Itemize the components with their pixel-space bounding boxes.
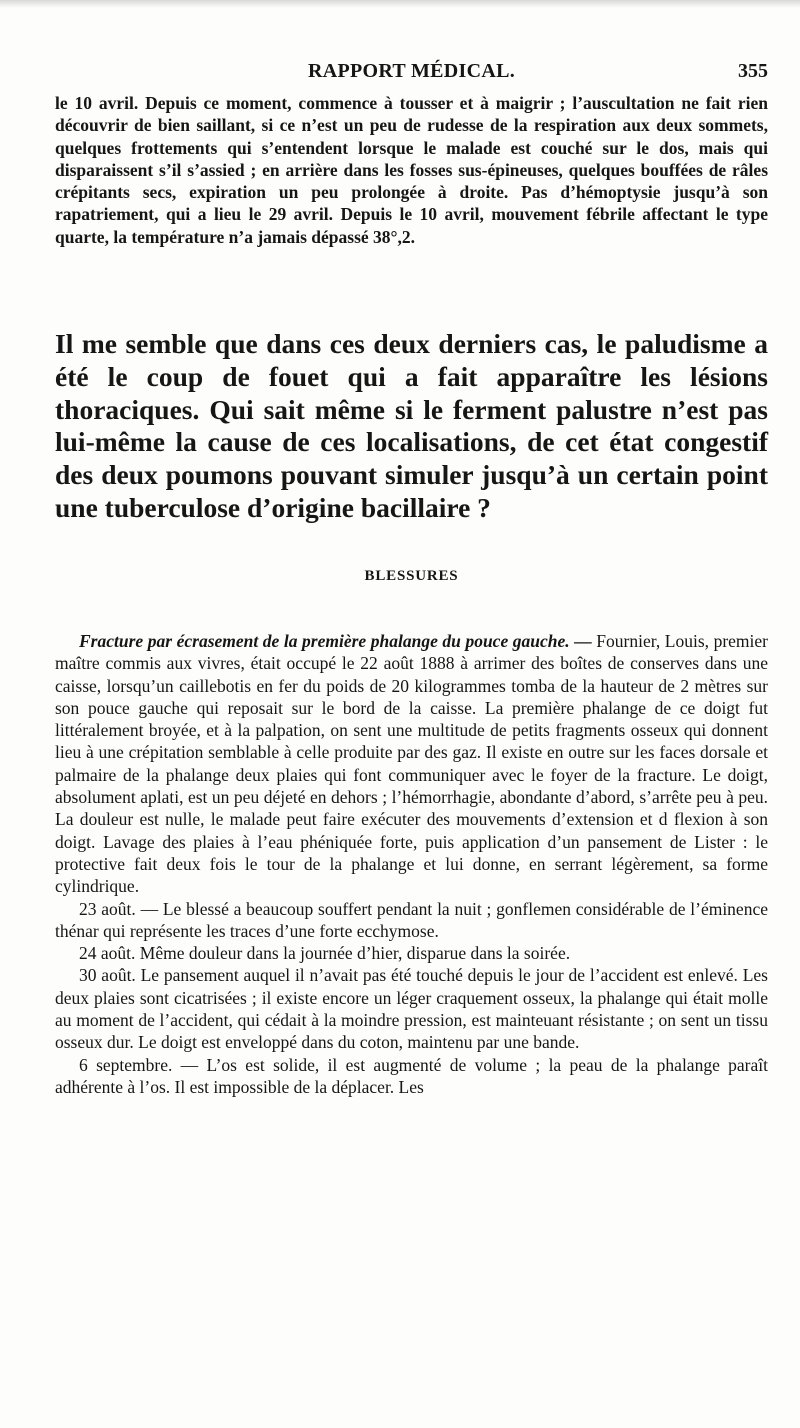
page-number: 355	[738, 60, 768, 82]
paragraph-6-septembre: 6 septembre. — L’os est solide, il est augmenté de volume ; la peau de la phalange paraît adhérente à l’os. Il est impossible de la déplacer. Les	[55, 1054, 768, 1097]
injury-case-text	[55, 630, 768, 1098]
running-header	[55, 60, 768, 86]
scan-edge	[0, 0, 800, 8]
paragraph-23-aout: 23 août. — Le blessé a beaucoup souffert pendant la nuit ; gonflemen considérable de l’éminence thénar qui représente les traces d’une forte ecchymose.	[55, 898, 768, 941]
paragraph-paludisme-conclusion: Il me semble que dans ces deux derniers cas, le paludisme a été le coup de fouet qui a fait apparaître les lésions thoraciques. Qui sait même si le ferment palustre n’est pas lui-même la cause de ces localisations, de cet état congestif des deux poumons pouvant simuler jusqu’à un certain point une tuberculose d’origine bacillaire ?	[55, 328, 768, 523]
section-heading-blessures: BLESSURES	[364, 568, 459, 584]
paragraph-24-aout: 24 août. Même douleur dans la journée d’hier, disparue dans la soirée.	[79, 943, 571, 964]
running-title: RAPPORT MÉDICAL.	[307, 60, 516, 82]
fracture-case-body: Fournier, Louis, premier maître commis aux vivres, était occupé le 22 août 1888 à arrimer des boîtes de conserves dans une caisse, lorsqu’un caillebotis en fer du poids de 20 kilogrammes tomba de la hauteur de 2 mètres sur son pouce gauche qui reposait sur le bord de la caisse. La première phalange de ce doigt fut littéralement broyée, et à la palpation, on sent une multitude de petits fragments osseux qui donnent lieu à une crépitation semblable à celle produite par des gaz. Il existe en outre sur les faces dorsale et palmaire de la phalange deux plaies qui font communiquer avec le foyer de la fracture. Le doigt, absolument aplati, est un peu déjeté en dehors ; l’hémorrhagie, abondante d’abord, s’arrête peu à peu. La douleur est nulle, le malade peut faire exécuter des mouvements d’extension et d flexion à son doigt. Lavage des plaies à l’eau phéniquée forte, puis application d’un pansement de Lister : le protective fait deux fois le tour de la phalange et lui donne, en serrant légèrement, sa forme cylindrique.	[55, 631, 768, 897]
fracture-case-title: Fracture par écrasement de la première phalange du pouce gauche. —	[79, 631, 592, 651]
paragraph-fracture-case	[55, 630, 768, 898]
paragraph-30-aout: 30 août. Le pansement auquel il n’avait pas été touché depuis le jour de l’accident est enlevé. Les deux plaies sont cicatrisées ; il existe encore un léger craquement osseux, la phalange qui était molle au moment de l’accident, qui cédait à la moindre pression, est mainteuant résistante ; on sent un tissu osseux dur. Le doigt est enveloppé dans du coton, maintenu par une bande.	[55, 965, 768, 1053]
paragraph-auscultation: le 10 avril. Depuis ce moment, commence à tousser et à maigrir ; l’auscultation ne fait rien découvrir de bien saillant, si ce n’est un peu de rudesse de la respiration aux deux sommets, quelques frottements qui s’entendent lorsque le malade est couché sur le dos, mais qui disparaissent s’il s’assied ; en arrière dans les fosses sus-épineuses, quelques bouffées de râles crépitants secs, expiration un peu prolongée à droite. Pas d’hémoptysie jusqu’à son rapatriement, qui a lieu le 29 avril. Depuis le 10 avril, mouvement fébrile affectant le type quarte, la température n’a jamais dépassé 38°,2.	[55, 93, 768, 247]
